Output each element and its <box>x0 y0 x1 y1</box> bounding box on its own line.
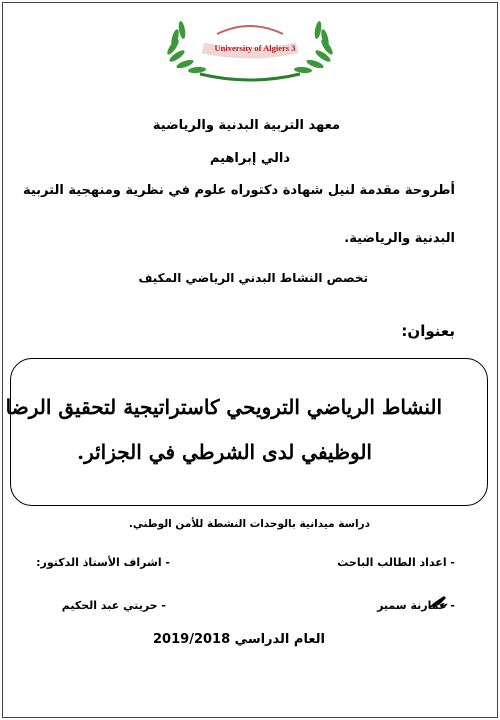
supervision-label: - اشراف الأستاذ الدكتور: <box>36 556 170 569</box>
title-frame <box>10 358 488 506</box>
thesis-title-line1: النشاط الرياضي الترويحي كاستراتيجية لتحقيق الرضا <box>5 395 442 419</box>
student-name: - عمارنة سمير <box>377 599 455 612</box>
specialization: تخصص النشاط البدني الرياضي المكيف <box>138 271 368 285</box>
supervisor-name: - حريتي عبد الحكيم <box>61 599 166 612</box>
study-note: دراسة ميدانية بالوحدات النشطة للأمن الوطني. <box>128 518 370 530</box>
page-border-right <box>497 2 498 718</box>
university-logo <box>155 12 345 87</box>
university-name: University of Algiers 3 <box>214 43 296 53</box>
institute-name: معهد التربية البدنية والرياضية <box>152 118 340 133</box>
page-border-bottom <box>2 717 498 718</box>
campus-name: دالي إبراهيم <box>209 151 290 166</box>
thesis-title-line2: الوظيفي لدى الشرطي في الجزائر. <box>77 440 372 464</box>
title-label: بعنوان: <box>401 322 455 340</box>
page-border-top <box>2 2 498 3</box>
thesis-description-line2: البدنية والرياضية. <box>344 231 455 246</box>
page-border-left <box>2 2 3 718</box>
prepared-by-label: - اعداد الطالب الباحث <box>337 556 455 569</box>
thesis-description-line1: أطروحة مقدمة لنيل شهادة دكتوراه علوم في نظرية ومنهجية التربية <box>22 183 455 198</box>
academic-year: العام الدراسي 2019/2018 <box>153 632 325 647</box>
